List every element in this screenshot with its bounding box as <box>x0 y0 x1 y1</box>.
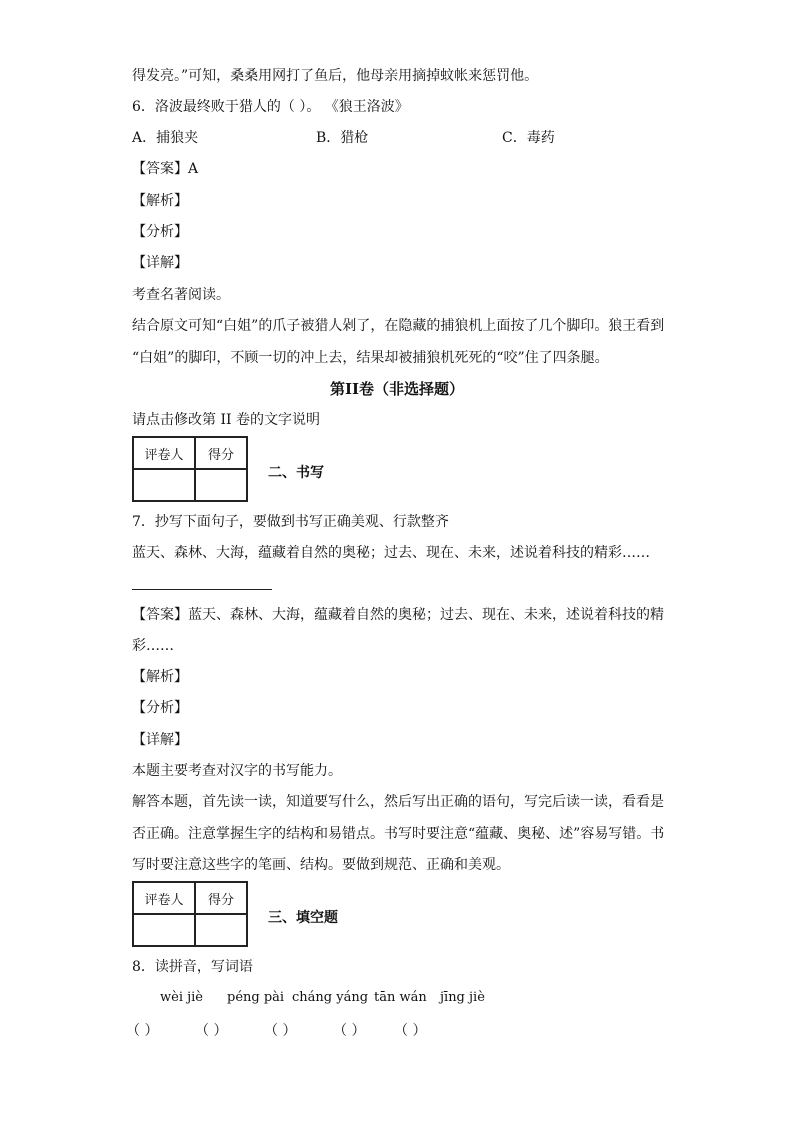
q6-explanation-2: 结合原文可知“白姐”的爪子被猎人剁了，在隐藏的捕狼机上面按了几个脚印。狼王看到 <box>132 318 665 334</box>
score-table-cell-grader <box>133 914 195 946</box>
score-table-header-score: 得分 <box>195 882 247 914</box>
q8-blank-3[interactable]: （ ） <box>264 1023 297 1039</box>
q6-answer: 【答案】A <box>132 161 199 177</box>
score-table-header-grader: 评卷人 <box>133 437 195 469</box>
q6-stem: 6．洛波最终败于猎人的（ ）。 《狼王洛波》 <box>132 99 409 115</box>
score-table-2 <box>132 881 248 947</box>
q8-pinyin-4: tān wán <box>374 990 427 1005</box>
q6-fenxi-label: 【分析】 <box>132 224 188 240</box>
q7-explanation-3: 否正确。注意掌握生字的结构和易错点。书写时要注意“蕴藏、奥秘、述”容易写错。书 <box>132 826 665 842</box>
q6-option-b: B．猎枪 <box>316 130 369 146</box>
q8-pinyin-3: cháng yáng <box>292 990 369 1005</box>
q7-jiexi-label: 【解析】 <box>132 669 188 685</box>
intro-tail-text: 得发亮。”可知，桑桑用网打了鱼后，他母亲用摘掉蚊帐来惩罚他。 <box>132 68 539 84</box>
q6-xiangjie-label: 【详解】 <box>132 255 188 271</box>
score-table-header-grader: 评卷人 <box>133 882 195 914</box>
q8-pinyin-5: jīng jiè <box>440 990 485 1005</box>
q8-pinyin-2: péng pài <box>227 990 285 1005</box>
q6-jiexi-label: 【解析】 <box>132 193 188 209</box>
score-table-cell-score <box>195 914 247 946</box>
q6-explanation-1: 考查名著阅读。 <box>132 287 230 303</box>
q7-answer-line-1: 【答案】蓝天、森林、大海，蕴藏着自然的奥秘；过去、现在、未来，述说着科技的精 <box>132 607 664 623</box>
q7-explanation-1: 本题主要考查对汉字的书写能力。 <box>132 763 342 779</box>
q7-xiangjie-label: 【详解】 <box>132 732 188 748</box>
q7-explanation-4: 写时要注意这些字的笔画、结构。要做到规范、正确和美观。 <box>132 857 510 873</box>
section-2-heading: 二、书写 <box>268 465 324 481</box>
q8-pinyin-1: wèi jiè <box>160 990 203 1005</box>
q6-explanation-3: “白姐”的脚印，不顾一切的冲上去，结果却被捕狼机死死的“咬”住了四条腿。 <box>132 350 609 366</box>
q8-blank-4[interactable]: （ ） <box>333 1023 366 1039</box>
q7-sentence: 蓝天、森林、大海，蕴藏着自然的奥秘；过去、现在、未来，述说着科技的精彩…… <box>132 545 650 561</box>
q7-answer-line-2: 彩…… <box>132 638 174 654</box>
score-table-cell-grader <box>133 469 195 501</box>
score-table-header-score: 得分 <box>195 437 247 469</box>
score-table-1 <box>132 436 248 502</box>
q7-writing-line <box>132 589 272 590</box>
q8-blank-2[interactable]: （ ） <box>195 1023 228 1039</box>
q8-blank-1[interactable]: （ ） <box>126 1023 159 1039</box>
q8-stem: 8．读拼音，写词语 <box>132 959 253 975</box>
q7-stem: 7．抄写下面句子，要做到书写正确美观、行款整齐 <box>132 514 449 530</box>
score-table-cell-score <box>195 469 247 501</box>
section-3-heading: 三、填空题 <box>268 910 338 926</box>
q8-blank-5[interactable]: （ ） <box>394 1023 427 1039</box>
q7-explanation-2: 解答本题，首先读一读，知道要写什么，然后写出正确的语句，写完后读一读，看看是 <box>132 794 664 810</box>
q6-option-a: A．捕狼夹 <box>132 130 199 146</box>
q7-fenxi-label: 【分析】 <box>132 700 188 716</box>
volume-note: 请点击修改第 II 卷的文字说明 <box>132 412 320 428</box>
volume-title: 第II卷（非选择题） <box>329 380 465 398</box>
q6-option-c: C．毒药 <box>502 130 555 146</box>
